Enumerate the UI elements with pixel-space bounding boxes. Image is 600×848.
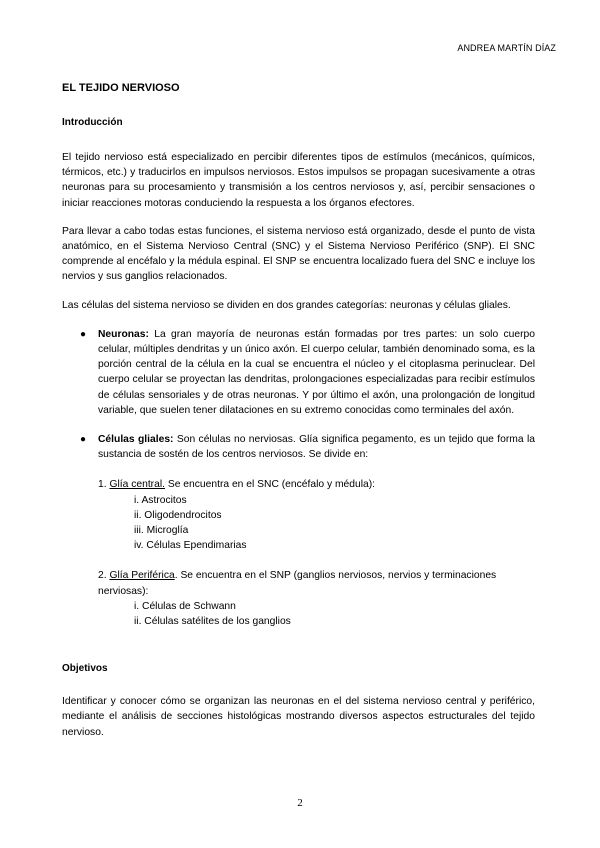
bullet-label-neuronas: Neuronas: [98, 328, 149, 340]
bullet-text-neuronas: La gran mayoría de neuronas están formadas por tres partes: un solo cuerpo celular, múltiples dendritas y un único axón. El cuerpo celular, también denominado soma, es la porción central de la célula en la cual se encuentra el núcleo y el citoplasma perinuclear. Del cuerpo celular se proyectan las dendritas, prolongaciones especializadas para recibir estímulos de células sensoriales y de otras neuronas. Y por último el axón, una prolongación de longitud variable, que suelen tener dilataciones en su extremo conocidas como terminales del axón. [98, 328, 535, 416]
document-title: EL TEJIDO NERVIOSO [62, 82, 180, 94]
list-item: ii. Oligodendrocitos [134, 509, 222, 521]
list-item: ii. Células satélites de los ganglios [134, 616, 291, 628]
list-item-neuronas [62, 327, 535, 418]
glia-central-number: 1. [98, 479, 107, 491]
glia-central-name: Glía central. [109, 479, 165, 491]
bullet-text-gliales: Son células no nerviosas. Glía significa pegamento, es un tejido que forma la sustancia de sostén de los centros nerviosos. Se divide en: [98, 434, 535, 461]
list-item-celulas-gliales [62, 432, 535, 462]
glia-central-list [62, 493, 535, 554]
paragraph-intro-2: Para llevar a cabo todas estas funciones, el sistema nervioso está organizado, desde el punto de vista anatómico, en el Sistema Nervioso Central (SNC) y el Sistema Nervioso Periférico (SNP). El SNC comprende al encéfalo y la médula espinal. El SNP se encuentra localizado fuera del SNC e incluye los nervios y sus ganglios relacionados. [62, 225, 535, 283]
document-body [62, 81, 535, 740]
glia-central-text: Se encuentra en el SNC (encéfalo y médula): [164, 479, 376, 491]
glia-periferica-line [62, 568, 535, 598]
list-item: iv. Células Ependimarias [134, 540, 247, 552]
glia-periferica-text: . Se encuentra en el SNP (ganglios nerviosos, nervios y terminaciones nerviosas): [98, 570, 497, 597]
list-item: i. Células de Schwann [134, 600, 236, 612]
list-item: iii. Microglía [134, 525, 189, 537]
bullet-icon: ● [80, 434, 87, 446]
glia-central-line [62, 477, 535, 492]
paragraph-intro-1: El tejido nervioso está especializado en percibir diferentes tipos de estímulos (mecánicos, químicos, térmicos, etc.) y traducirlos en impulsos nerviosos. Estos impulsos se propagan sucesivamente a otras neuronas para su procesamiento y transmisión a los centros nerviosos y, así, percibir sensaciones o iniciar reacciones motoras conduciendo la respuesta a los órganos efectores. [62, 152, 535, 209]
page-number: 2 [297, 797, 303, 809]
section-heading-objetivos: Objetivos [62, 663, 108, 675]
section-heading-introduccion: Introducción [62, 117, 123, 128]
paragraph-objetivos: Identificar y conocer cómo se organizan las neuronas en el del sistema nervioso central y periférico, mediante el análisis de secciones histológicas mostrando diversos aspectos estructurales del tejido nervioso. [62, 696, 535, 738]
header-author: ANDREA MARTÍN DÍAZ [457, 43, 556, 53]
bullet-label-gliales: Células gliales: [98, 434, 174, 446]
paragraph-intro-3: Las células del sistema nervioso se dividen en dos grandes categorías: neuronas y células gliales. [62, 299, 511, 311]
list-item: i. Astrocitos [134, 494, 187, 506]
glia-periferica-name: Glía Periférica [109, 570, 175, 582]
glia-periferica-number: 2. [98, 570, 107, 582]
glia-periferica-list [62, 599, 535, 629]
bullet-icon: ● [80, 328, 87, 340]
